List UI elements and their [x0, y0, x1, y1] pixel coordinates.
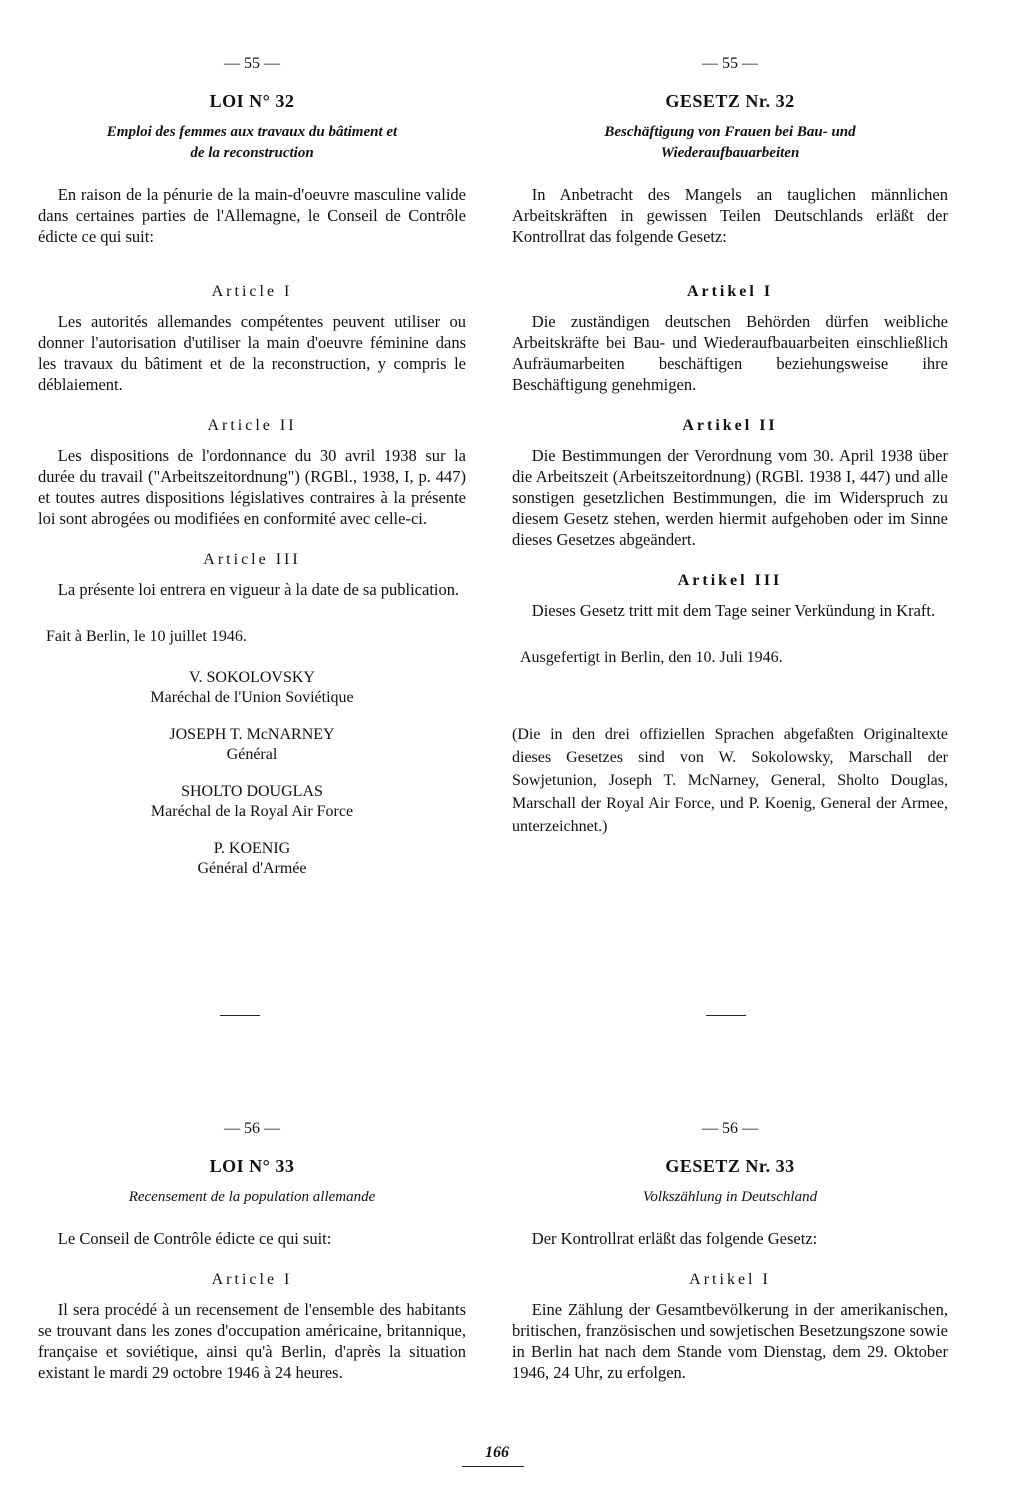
preamble: In Anbetracht des Mangels an tauglichen männlichen Arbeitskräften in gewissen Teilen Deutschlands erläßt der Kontrollrat das folgende Gesetz: [512, 185, 948, 246]
signatory-3 [38, 782, 466, 822]
signatory-name: P. KOENIG [213, 840, 291, 857]
subtitle-line-1: Emploi des femmes aux travaux du bâtiment et [106, 124, 398, 140]
page-number: — 56 — [224, 1120, 280, 1137]
signatory-name: JOSEPH T. McNARNEY [169, 726, 335, 743]
law-title: LOI N° 32 [209, 91, 295, 111]
signatory-4 [38, 839, 466, 879]
section-divider-right [706, 1015, 746, 1016]
article-1-text: Les autorités allemandes compétentes peuvent utiliser ou donner l'autorisation d'utiliser la main d'oeuvre féminine dans les travaux du bâtiment et de la reconstruction, y compris le déblaiement. [38, 312, 466, 394]
signatory-name: V. SOKOLOVSKY [189, 669, 315, 686]
signatory-2 [38, 725, 466, 765]
page-number: — 55 — [224, 55, 280, 72]
article-1-text: Eine Zählung der Gesamtbevölkerung in der amerikanischen, britischen, französischen und sowjetischen Besetzungszone sowie in Berlin hat nach dem Stande vom Dienstag, dem 29. Oktober 1946, 24 Uhr, zu erfolgen. [512, 1300, 948, 1382]
law-title: LOI N° 33 [209, 1156, 295, 1176]
article-2-heading: Article II [207, 417, 297, 434]
law-subtitle [512, 122, 948, 164]
signatory-title: Maréchal de la Royal Air Force [150, 803, 354, 820]
subtitle-line-1: Beschäftigung von Frauen bei Bau- und [604, 124, 856, 140]
article-1-text: Il sera procédé à un recensement de l'ensemble des habitants se trouvant dans les zones d'occupation américaine, britannique, française et soviétique, ainsi qu'à Berlin, d'après la situation existant le mardi 29 octobre 1946 à 24 heures. [38, 1300, 466, 1382]
article-1-text: Die zuständigen deutschen Behörden dürfen weibliche Arbeitskräfte bei Bau- und Wiederaufbauarbeiten einschließlich Aufräumarbeiten beschäftigen beziehungsweise ihre Beschäftigung genehmigen. [512, 312, 948, 394]
footer-underline [462, 1466, 524, 1467]
article-1-heading: Artikel I [686, 283, 774, 300]
preamble: Der Kontrollrat erläßt das folgende Gesetz: [531, 1229, 818, 1248]
law-subtitle: Recensement de la population allemande [128, 1189, 376, 1205]
article-1-heading: Article I [211, 1271, 293, 1288]
law-32-german-column [512, 55, 948, 838]
subtitle-line-2: de la reconstruction [190, 145, 314, 161]
preamble: Le Conseil de Contrôle édicte ce qui suit: [57, 1229, 332, 1248]
article-2-text: Les dispositions de l'ordonnance du 30 avril 1938 sur la durée du travail ("Arbeitszeitordnung") (RGBl., 1938, I, p. 447) et toutes autres dispositions législatives contraires à la présente loi sont abrogées ou modifiées en conformité avec celle-ci. [38, 446, 466, 528]
signing-place-date: Ausgefertigt in Berlin, den 10. Juli 1946. [520, 649, 783, 666]
subtitle-line-2: Wiederaufbauarbeiten [660, 145, 800, 161]
signatories-note: (Die in den drei offiziellen Sprachen abgefaßten Originaltexte dieses Gesetzes sind von W. Sokolowsky, Marschall der Sowjetunion, Joseph T. McNarney, General, Sholto Douglas, Marschall der Royal Air Force, und P. Koenig, General der Armee, unterzeichnet.) [512, 726, 948, 835]
footer-page-number: 166 [485, 1444, 509, 1461]
law-32-french-column [38, 55, 466, 896]
law-subtitle [38, 122, 466, 164]
article-1-heading: Article I [211, 283, 293, 300]
law-33-french-column [38, 1120, 466, 1383]
article-2-heading: Artikel II [682, 417, 778, 434]
preamble: En raison de la pénurie de la main-d'oeuvre masculine valide dans certaines parties de l'Allemagne, le Conseil de Contrôle édicte ce qui suit: [38, 185, 466, 246]
page-number: — 55 — [702, 55, 758, 72]
signatory-title: Général [226, 746, 278, 763]
signatory-title: Maréchal de l'Union Soviétique [150, 689, 354, 706]
signatory-1 [38, 668, 466, 708]
article-2-text: Die Bestimmungen der Verordnung vom 30. April 1938 über die Arbeitszeit (Arbeitszeitordnung) (RGBl. 1938 I, 447) und alle sonstigen gesetzlichen Bestimmungen, die im Widerspruch zu diesem Gesetz stehen, werden hiermit aufgehoben oder im Sinne dieses Gesetzes abgeändert. [512, 446, 948, 549]
page-number: — 56 — [702, 1120, 758, 1137]
article-3-heading: Artikel III [677, 572, 783, 589]
law-subtitle: Volkszählung in Deutschland [642, 1189, 818, 1205]
article-1-heading: Artikel I [689, 1271, 771, 1288]
article-3-heading: Article III [203, 551, 301, 568]
signatory-name: SHOLTO DOUGLAS [181, 783, 323, 800]
law-title: GESETZ Nr. 33 [665, 1156, 795, 1176]
article-3-text: La présente loi entrera en vigueur à la date de sa publication. [57, 580, 460, 599]
law-33-german-column [512, 1120, 948, 1383]
article-3-text: Dieses Gesetz tritt mit dem Tage seiner Verkündung in Kraft. [531, 601, 936, 620]
signing-place-date: Fait à Berlin, le 10 juillet 1946. [46, 628, 247, 645]
signatory-title: Général d'Armée [197, 860, 307, 877]
section-divider-left [220, 1015, 260, 1016]
law-title: GESETZ Nr. 32 [665, 91, 795, 111]
